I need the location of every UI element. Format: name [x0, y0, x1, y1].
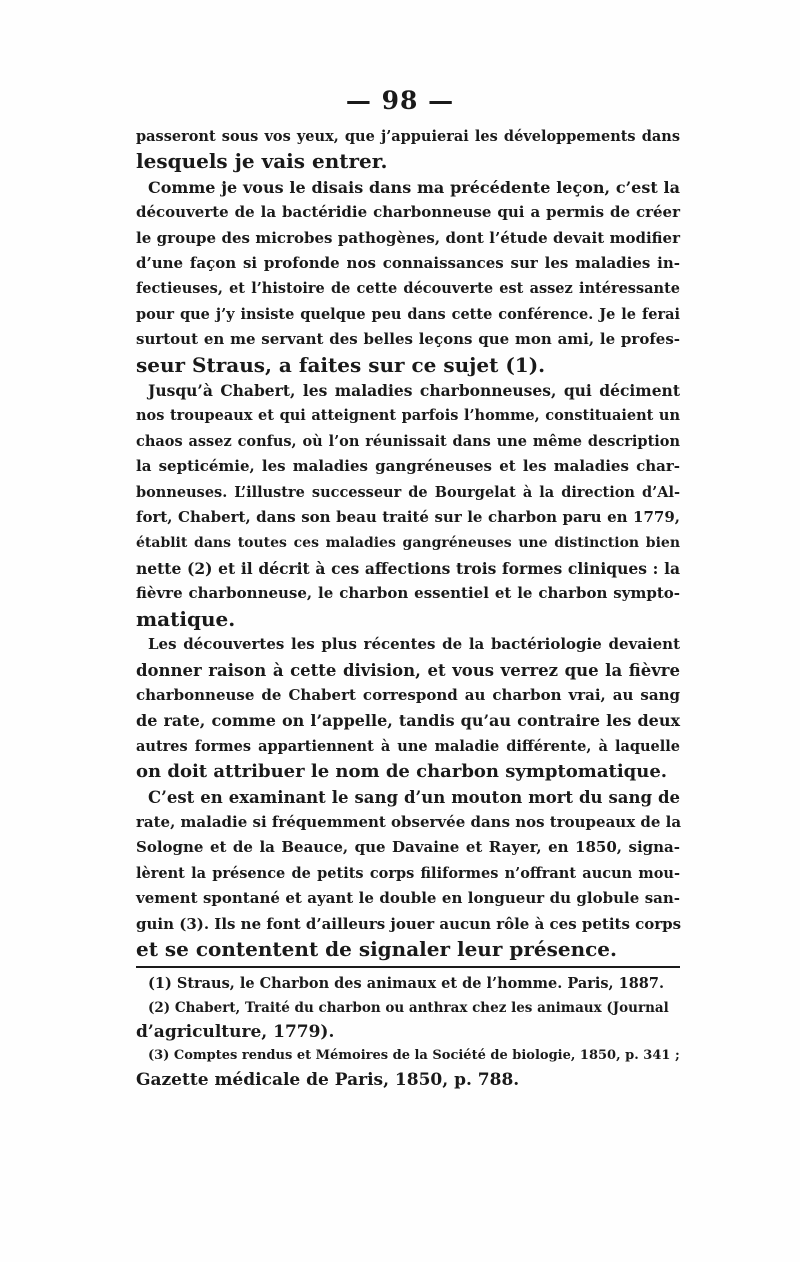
text-line: autres formes appartiennent à une maladie différente, à laquelle	[136, 737, 680, 755]
footnote-line: (2) Chabert, Traité du charbon ou anthrax chez les animaux (Journal	[148, 1000, 669, 1016]
text-line: fort, Chabert, dans son beau traité sur le charbon paru en 1779,	[136, 508, 680, 527]
text-line: lèrent la présence de petits corps filiformes n’offrant aucun mou-	[136, 864, 680, 882]
text-line: guin (3). Ils ne font d’ailleurs jouer aucun rôle à ces petits corps	[136, 914, 682, 933]
text-line: Comme je vous le disais dans ma précédente leçon, c’est la	[148, 177, 680, 197]
paragraph	[136, 124, 680, 175]
text-line: Les découvertes les plus récentes de la bactériologie devaient	[148, 635, 680, 654]
text-line: Sologne et de la Beauce, que Davaine et Rayer, en 1850, signa-	[136, 838, 680, 857]
text-line: Jusqu’à Chabert, les maladies charbonneuses, qui déciment	[148, 381, 680, 401]
text-line: nos troupeaux et qui atteignent parfois l’homme, constituaient un	[136, 407, 680, 425]
footnotes	[136, 972, 680, 1092]
text-line: donner raison à cette division, et vous verrez que la fièvre	[136, 660, 680, 680]
text-line: on doit attribuer le nom de charbon symptomatique.	[136, 761, 668, 783]
paragraph	[136, 378, 680, 632]
text-line: seur Straus, a faites sur ce sujet (1).	[136, 352, 546, 377]
text-line: rate, maladie si fréquemment observée dans nos troupeaux de la	[136, 812, 682, 831]
text-line: nette (2) et il décrit à ces affections trois formes cliniques : la	[136, 558, 680, 578]
text-line: la septicémie, les maladies gangréneuses et les maladies char-	[136, 457, 680, 476]
text-line: matique.	[136, 606, 236, 631]
text-line: passeront sous vos yeux, que j’appuierai les développements dans	[136, 128, 680, 145]
paragraph	[136, 632, 680, 784]
footnote-divider	[136, 966, 680, 968]
text-line: C’est en examinant le sang d’un mouton mort du sang de	[148, 787, 680, 807]
text-line: vement spontané et ayant le double en longueur du globule san-	[136, 889, 680, 908]
text-line: chaos assez confus, où l’on réunissait dans une même description	[136, 432, 680, 450]
text-line: d’une façon si profonde nos connaissances sur les maladies in-	[136, 254, 680, 273]
footnote-line: (3) Comptes rendus et Mémoires de la Société de biologie, 1850, p. 341 ;	[148, 1048, 680, 1063]
text-line: bonneuses. L’illustre successeur de Bourgelat à la direction d’Al-	[136, 483, 680, 501]
body-text	[136, 124, 680, 962]
text-line: de rate, comme on l’appelle, tandis qu’au contraire les deux	[136, 711, 680, 731]
footnote-line: (1) Straus, le Charbon des animaux et de l’homme. Paris, 1887.	[148, 975, 665, 992]
paragraph	[136, 175, 680, 378]
text-line: charbonneuse de Chabert correspond au charbon vrai, au sang	[136, 685, 680, 704]
text-line: établit dans toutes ces maladies gangréneuses une distinction bien	[136, 534, 680, 551]
text-line: fectieuses, et l’histoire de cette découverte est assez intéressante	[136, 280, 680, 298]
page-number: — 98 —	[345, 86, 455, 115]
text-line: surtout en me servant des belles leçons que mon ami, le profes-	[136, 330, 680, 349]
text-line: fièvre charbonneuse, le charbon essentiel et le charbon sympto-	[136, 584, 680, 603]
text-line: lesquels je vais entrer.	[136, 149, 388, 174]
text-line: le groupe des microbes pathogènes, dont l’étude devait modifier	[136, 228, 680, 247]
text-line: pour que j’y insiste quelque peu dans cette conférence. Je le ferai	[136, 305, 680, 323]
text-line: et se contentent de signaler leur présence.	[136, 937, 617, 961]
paragraph	[136, 785, 680, 963]
text-line: découverte de la bactéridie charbonneuse qui a permis de créer	[136, 203, 680, 222]
footnote-line: d’agriculture, 1779).	[136, 1022, 335, 1042]
footnote-line: Gazette médicale de Paris, 1850, p. 788.	[136, 1070, 520, 1090]
